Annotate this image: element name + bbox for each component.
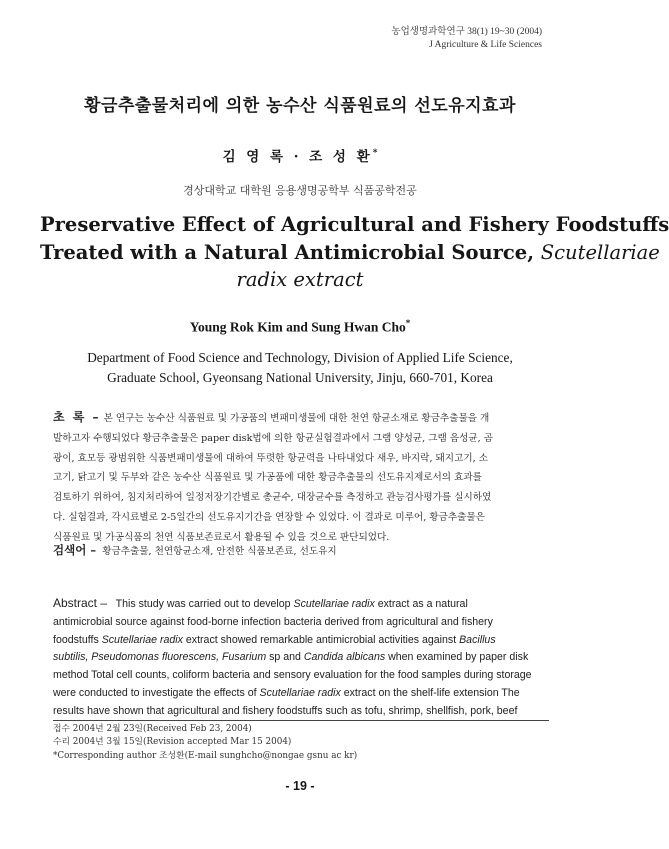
corresponding-mark-en: * [405, 318, 411, 328]
journal-header [391, 26, 542, 52]
title-english-line-2-text: Treated with a Natural Antimicrobial Source, [40, 240, 541, 264]
abstract-text: were conducted to investigate the effects of [53, 686, 260, 699]
journal-name-kr: 농업생명과학연구 38(1) 19~30 (2004) [391, 27, 542, 37]
journal-name-en: J Agriculture & Life Sciences [429, 40, 542, 50]
abstract-italic: Scutellariae radix [101, 633, 183, 646]
title-english [40, 211, 669, 294]
abstract-text: antimicrobial source against food-borne infection bacteria derived from agricultural and fishery [53, 615, 493, 628]
footnote-received: 접수 2004년 2월 23일(Received Feb 23, 2004) [53, 724, 252, 734]
abstract-text: extract showed remarkable antimicrobial activities against [182, 633, 460, 646]
title-english-species: Scutellariae [540, 240, 660, 264]
abstract-english-label: Abstract – [53, 596, 108, 610]
page-number: - 19 - [285, 779, 315, 793]
authors-korean-names: 김 영 록 · 조 성 환 [222, 149, 373, 165]
abstract-italic: Candida albicans [303, 651, 386, 664]
abstract-korean-line: 다. 실험결과, 각시료별로 2-5일간의 선도유지기간을 연장할 수 있었다. 이 결과로 미루어, 황금추출물은 [53, 511, 485, 523]
authors-korean [0, 145, 600, 165]
abstract-text: when examined by paper disk [385, 651, 529, 664]
abstract-italic: Bacillus [459, 633, 496, 646]
abstract-english [53, 595, 549, 721]
abstract-italic: Scutellariae radix [259, 686, 341, 699]
affiliation-english [40, 348, 560, 388]
title-english-line-2 [40, 239, 660, 267]
keywords-label: 검색어 – [53, 543, 97, 557]
abstract-korean-line: 본 연구는 농수산 식품원료 및 가공품의 변패미생물에 대한 천연 항균소재로 황금추출물을 개 [103, 413, 490, 424]
footnote-accepted: 수리 2004년 3월 15일(Revision accepted Mar 15 2004) [53, 737, 292, 748]
footnote-corresponding: *Corresponding author 조성환(E-mail sunghcho@nongae gsnu ac kr) [53, 750, 358, 761]
abstract-text: results have shown that agricultural and fishery foodstuffs such as tofu, shrimp, shellfish, pork, beef [53, 704, 518, 717]
abstract-korean-line: 검토하기 위하여, 침지처리하여 일정저장기간별로 총균수, 대장균수를 측정하고 관능검사평가를 실시하였 [53, 492, 492, 504]
abstract-korean-line: 발하고자 수행되었다 황금추출물은 paper disk법에 의한 항균실험결과에서 그램 양성균, 그램 음성균, 곰 [53, 432, 494, 444]
abstract-korean-line: 광이, 효모등 광범위한 식품변패미생물에 대하여 뚜렷한 항균력을 나타내었다 새우, 바지락, 돼지고기, 소 [53, 452, 488, 464]
abstract-korean-line: 고기, 닭고기 및 두부와 같은 농수산 식품원료 및 가공품에 대한 황금추출물의 선도유지제로서의 효과를 [53, 472, 482, 484]
abstract-text: foodstuffs [53, 633, 102, 646]
abstract-italic: subtilis, Pseudomonas fluorescens, Fusarium [53, 651, 267, 664]
abstract-korean-line: 식품원료 및 가공식품의 천연 식품보존료로서 활용될 수 있을 것으로 판단되었다. [53, 531, 390, 543]
footnotes [53, 723, 549, 763]
affiliation-english-line-1: Department of Food Science and Technology, Division of Applied Life Science, [87, 350, 513, 365]
abstract-text: sp and [266, 651, 304, 664]
abstract-text: extract as a natural [374, 598, 468, 610]
abstract-text: This study was carried out to develop [115, 598, 294, 610]
abstract-korean [53, 408, 549, 548]
keywords-text: 황금추출물, 천연항균소재, 안전한 식품보존료, 선도유지 [102, 546, 337, 557]
title-korean: 황금추출물처리에 의한 농수산 식품원료의 선도유지효과 [84, 96, 516, 116]
corresponding-mark: * [372, 148, 378, 159]
footnote-divider [53, 720, 549, 721]
affiliation-english-line-2: Graduate School, Gyeonsang National University, Jinju, 660-701, Korea [107, 370, 493, 385]
keywords-korean [53, 542, 549, 558]
affiliation-korean: 경상대학교 대학원 응용생명공학부 식품공학전공 [183, 184, 417, 197]
authors-english-names: Young Rok Kim and Sung Hwan Cho [189, 319, 406, 335]
title-english-line-3 [40, 266, 560, 294]
abstract-korean-label: 초 록 – [53, 410, 101, 424]
abstract-text: extract on the shelf-life extension The [340, 686, 520, 699]
abstract-italic: Scutellariae radix [293, 598, 375, 610]
title-english-extract: radix extract [236, 268, 364, 291]
authors-english [0, 318, 600, 336]
abstract-text: method Total cell counts, coliform bacteria and sensory evaluation for the food samples during storage [53, 669, 532, 682]
title-english-line-1: Preservative Effect of Agricultural and Fishery Foodstuffs [40, 213, 669, 236]
